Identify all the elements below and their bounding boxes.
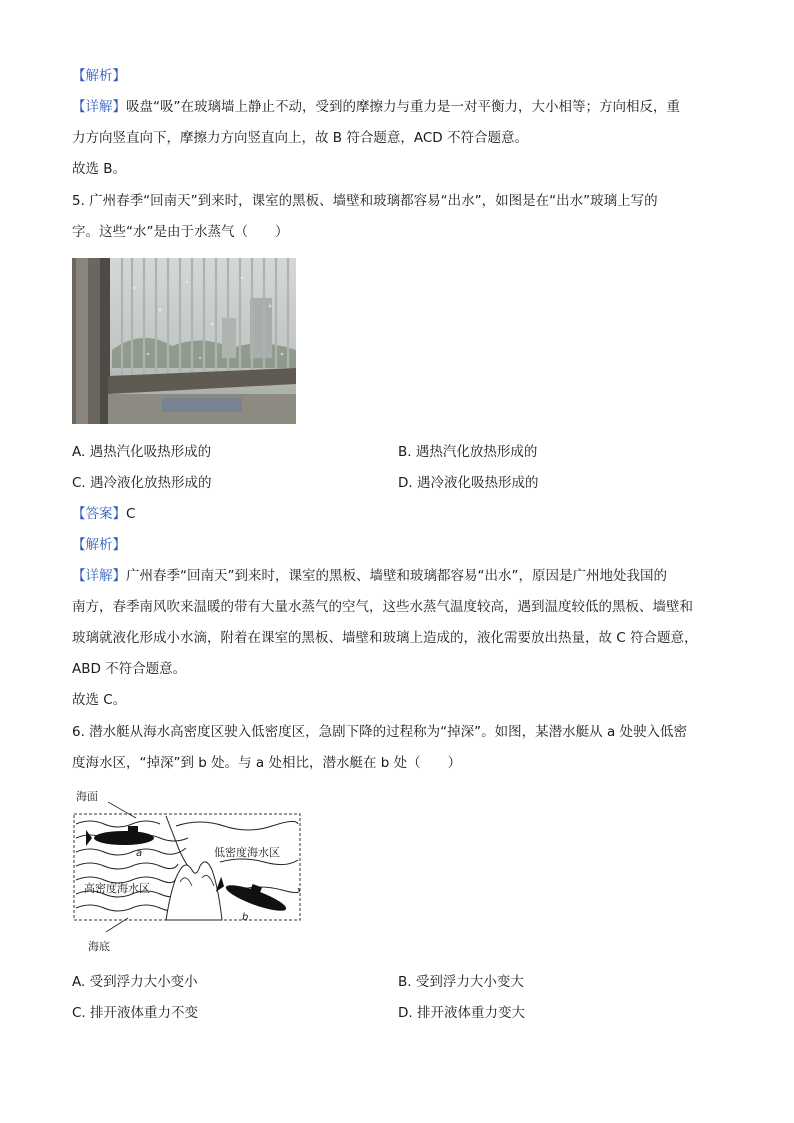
question-5-stem: 5. 广州春季“回南天”到来时，课室的黑板、墙壁和玻璃都容易“出水”，如图是在“出水”玻璃上写的	[72, 193, 658, 209]
detail-tag: 【详解】	[72, 568, 126, 584]
submarine-diagram	[70, 786, 310, 958]
analysis-tag: 【解析】	[72, 68, 126, 84]
question-6-option-c: C. 排开液体重力不变	[72, 1005, 199, 1021]
low-density-label: 低密度海水区	[214, 846, 280, 859]
question-5-option-c: C. 遇冷液化放热形成的	[72, 475, 212, 491]
question-5-answer	[72, 505, 135, 523]
question-5-option-b: B. 遇热汽化放热形成的	[398, 444, 538, 460]
question-5-stem: 字。这些“水”是由于水蒸气（ ）	[72, 224, 289, 240]
detail-paragraph-line	[72, 567, 667, 585]
detail-tag: 【详解】	[72, 99, 126, 115]
high-density-label: 高密度海水区	[84, 882, 150, 895]
submarine-diagram-svg	[70, 786, 310, 958]
question-5-option-d: D. 遇冷液化吸热形成的	[398, 475, 539, 491]
conclusion-text: 故选 C。	[72, 692, 127, 708]
point-a-label: a	[136, 848, 143, 859]
fogged-window-image	[72, 258, 296, 424]
question-6-stem: 6. 潜水艇从海水高密度区驶入低密度区，急剧下降的过程称为“掉深”。如图，某潜水艇从 a 处驶入低密	[72, 724, 688, 740]
submarine-b	[216, 873, 290, 916]
submarine-a	[86, 826, 154, 846]
question-6-option-d: D. 排开液体重力变大	[398, 1005, 525, 1021]
detail-paragraph-line: 南方，春季南风吹来温暖的带有大量水蒸气的空气，这些水蒸气温度较高，遇到温度较低的黑板、墙壁和	[72, 599, 693, 615]
sea-surface-label: 海面	[76, 790, 98, 803]
question-6-option-b: B. 受到浮力大小变大	[398, 974, 524, 990]
sea-floor-label: 海底	[88, 940, 110, 953]
question-6-option-a: A. 受到浮力大小变小	[72, 974, 198, 990]
conclusion-text: 故选 B。	[72, 161, 127, 177]
detail-text: 吸盘“吸”在玻璃墙上静止不动，受到的摩擦力与重力是一对平衡力，大小相等；方向相反，重	[126, 99, 680, 115]
detail-paragraph-line	[72, 98, 680, 116]
fogged-window-photo	[72, 258, 296, 424]
question-6-stem: 度海水区，“掉深”到 b 处。与 a 处相比，潜水艇在 b 处（ ）	[72, 755, 462, 771]
detail-text: 广州春季“回南天”到来时，课室的黑板、墙壁和玻璃都容易“出水”，原因是广州地处我国的	[126, 568, 667, 584]
point-b-label: b	[242, 912, 249, 923]
detail-paragraph-line: 玻璃就液化形成小水滴，附着在课室的黑板、墙壁和玻璃上造成的，液化需要放出热量，故 C 符合题意，	[72, 630, 698, 646]
seamount	[166, 862, 222, 920]
answer-tag: 【答案】	[72, 506, 126, 522]
detail-paragraph-line: ABD 不符合题意。	[72, 661, 187, 677]
detail-paragraph-line: 力方向竖直向下，摩擦力方向竖直向上，故 B 符合题意，ACD 不符合题意。	[72, 130, 528, 146]
question-5-option-a: A. 遇热汽化吸热形成的	[72, 444, 212, 460]
answer-value: C	[126, 506, 136, 522]
analysis-tag: 【解析】	[72, 537, 126, 553]
